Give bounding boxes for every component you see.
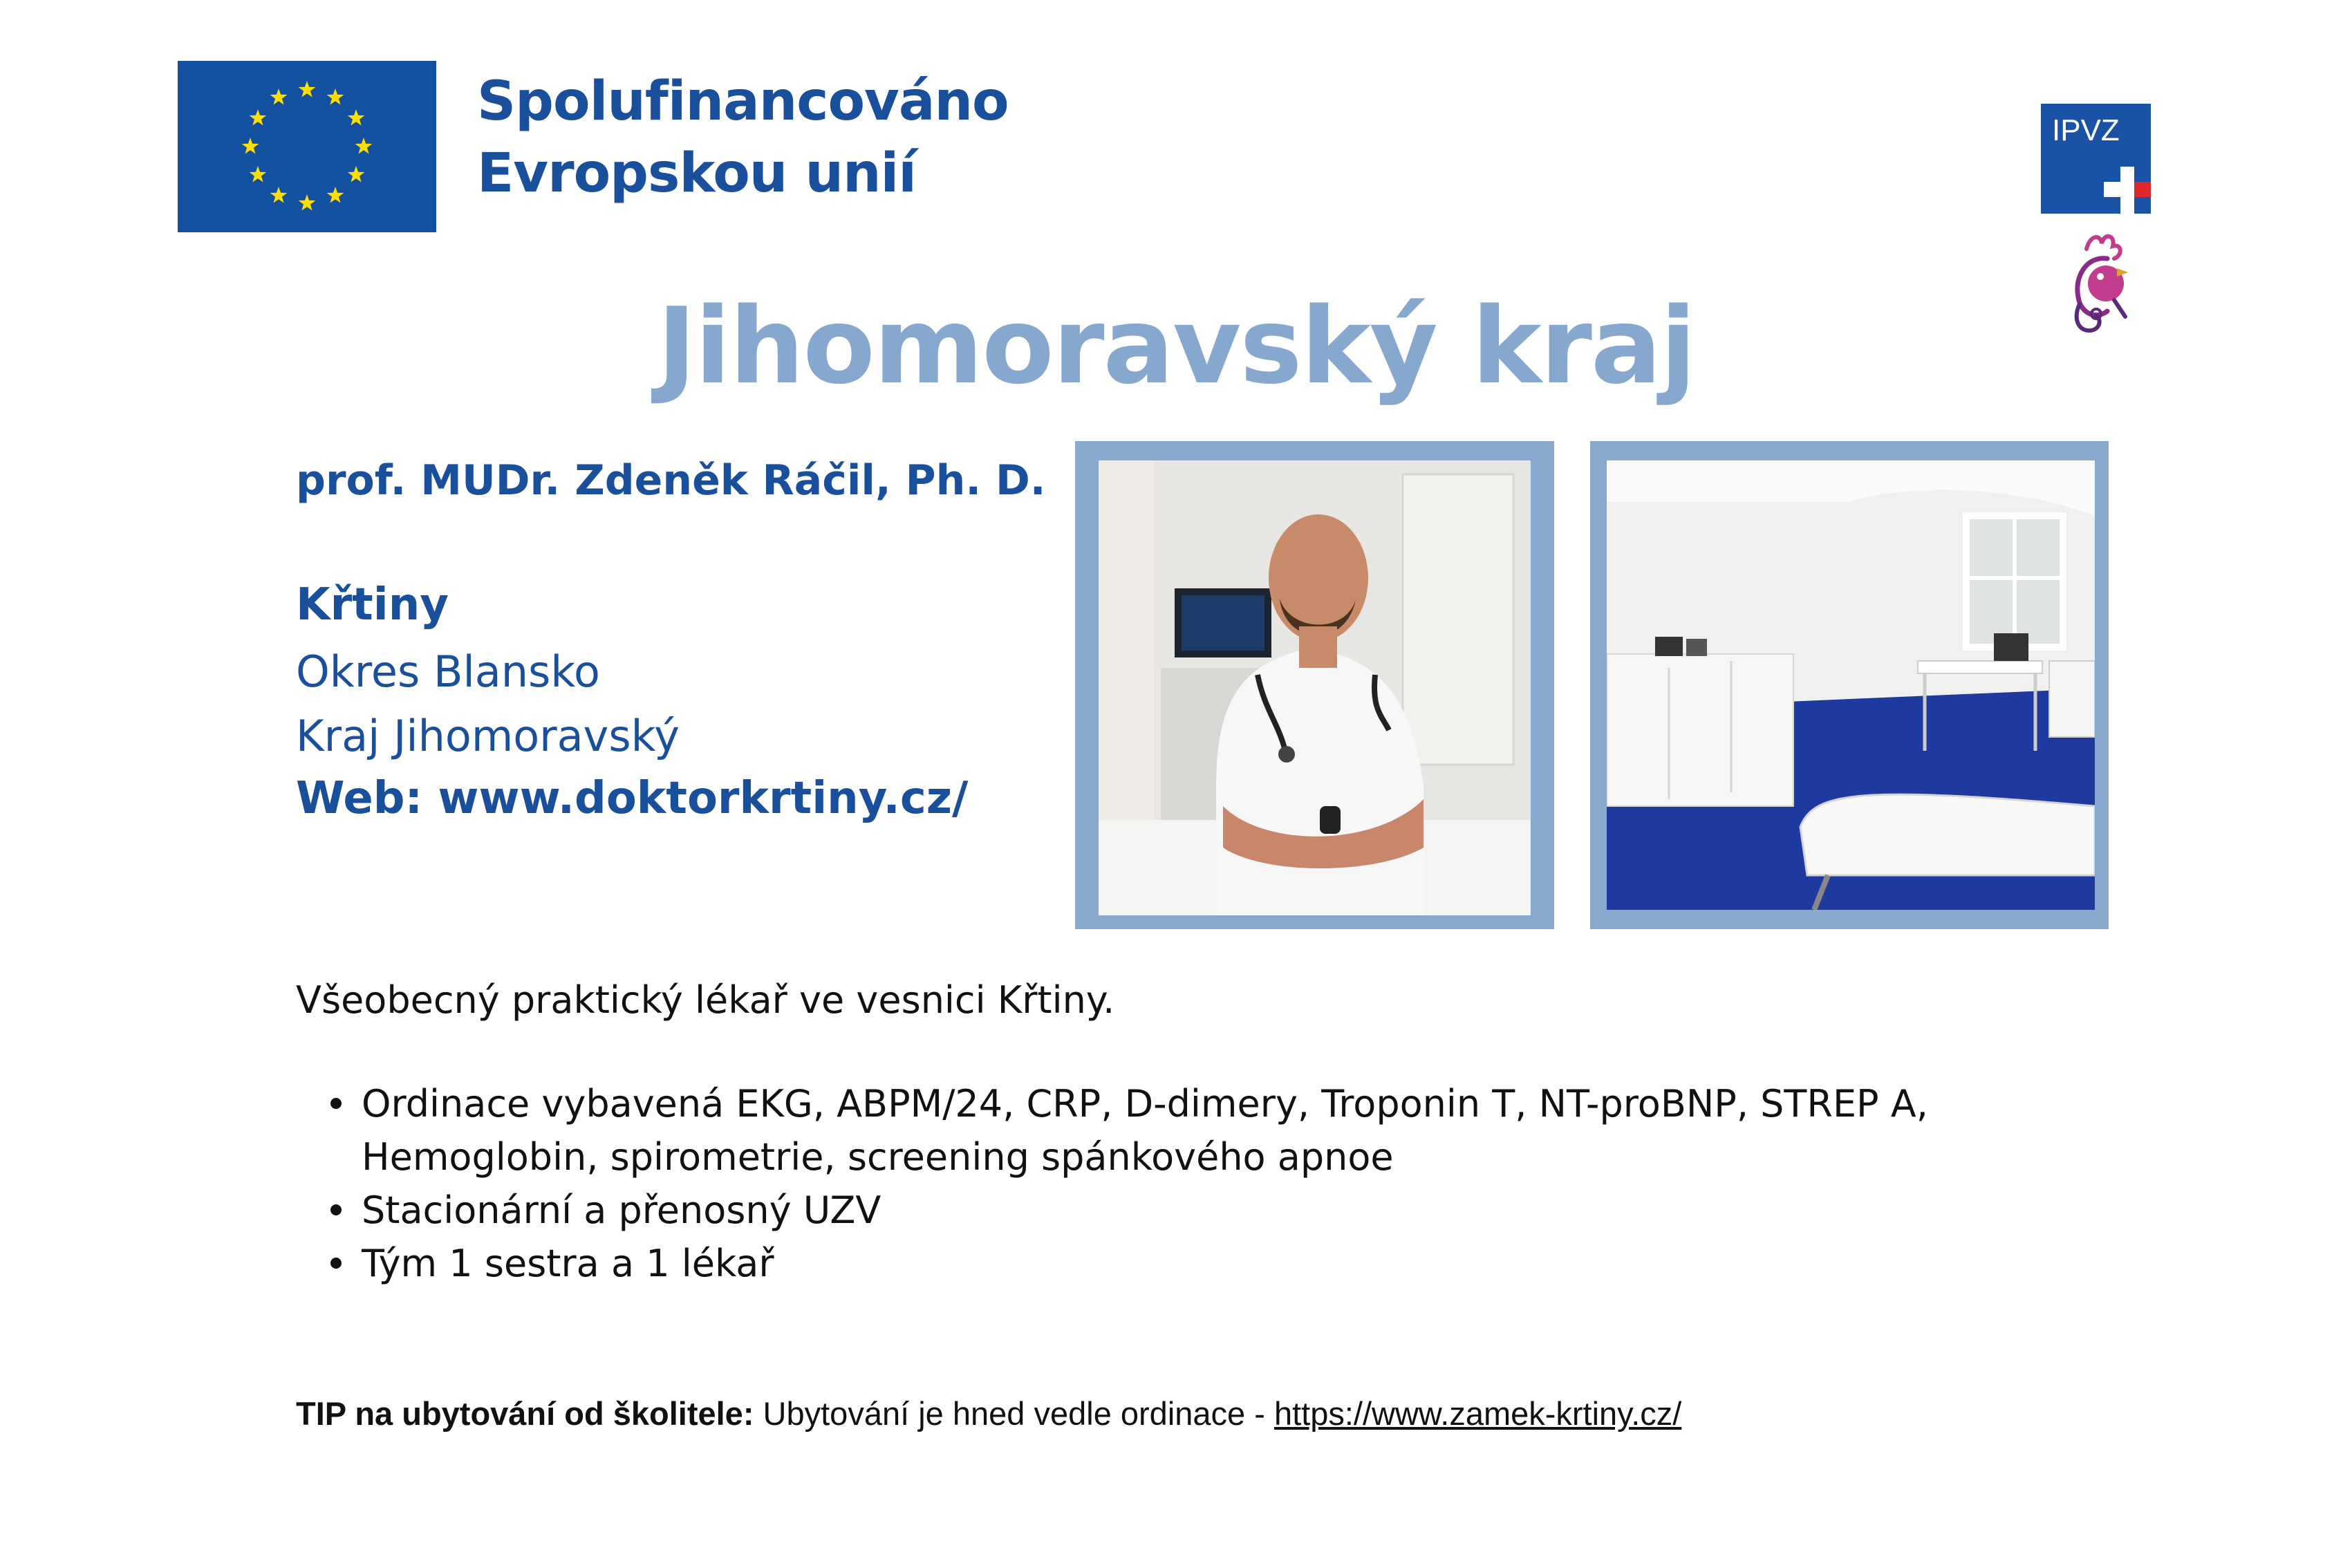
accommodation-link[interactable]: https://www.zamek-krtiny.cz/	[1273, 1395, 1682, 1432]
list-item	[330, 1237, 1990, 1290]
page-title: Jihomoravský kraj	[657, 285, 1695, 407]
eu-stars-icon	[178, 61, 436, 232]
tip-text: Ubytování je hned vedle ordinace -	[754, 1395, 1274, 1432]
bullet-icon	[330, 1258, 342, 1269]
ipvz-logo	[2041, 104, 2151, 214]
list-item-text: Ordinace vybavená EKG, ABPM/24, CRP, D-dimery, Troponin T, NT-proBNP, STREP A,	[362, 1082, 1928, 1126]
eu-cofinanced-text-line2: Evropskou unií	[477, 142, 917, 205]
website-link[interactable]: Web: www.doktorkrtiny.cz/	[296, 773, 969, 824]
list-item-text: Stacionární a přenosný UZV	[362, 1188, 881, 1232]
eu-flag-logo	[178, 61, 436, 232]
office-photo-frame	[1590, 441, 2109, 929]
bullet-icon	[330, 1204, 342, 1215]
doctor-name: prof. MUDr. Zdeněk Ráčil, Ph. D.	[296, 456, 1046, 505]
place-name: Křtiny	[296, 579, 449, 631]
feature-list	[330, 1077, 1990, 1290]
intro-text: Všeobecný praktický lékař ve vesnici Křtiny.	[296, 978, 1115, 1022]
doctor-photo-frame	[1075, 441, 1554, 929]
ipvz-logo-label: IPVZ	[2052, 113, 2120, 147]
list-item-continuation	[330, 1130, 1990, 1184]
bullet-icon	[330, 1098, 342, 1109]
office-photo	[1607, 460, 2095, 910]
accommodation-tip	[296, 1394, 1681, 1432]
list-item-text: Hemoglobin, spirometrie, screening spánkového apnoe	[362, 1135, 1394, 1179]
district-text: Okres Blansko	[296, 646, 600, 697]
list-item	[330, 1077, 1990, 1130]
eu-cofinanced-text-line1: Spolufinancováno	[477, 71, 1009, 133]
region-text: Kraj Jihomoravský	[296, 711, 680, 761]
medical-cross-icon	[2102, 165, 2151, 214]
doctor-photo	[1099, 460, 1531, 915]
list-item	[330, 1184, 1990, 1237]
tip-label: TIP na ubytování od školitele:	[296, 1395, 754, 1432]
list-item-text: Tým 1 sestra a 1 lékař	[362, 1242, 774, 1285]
